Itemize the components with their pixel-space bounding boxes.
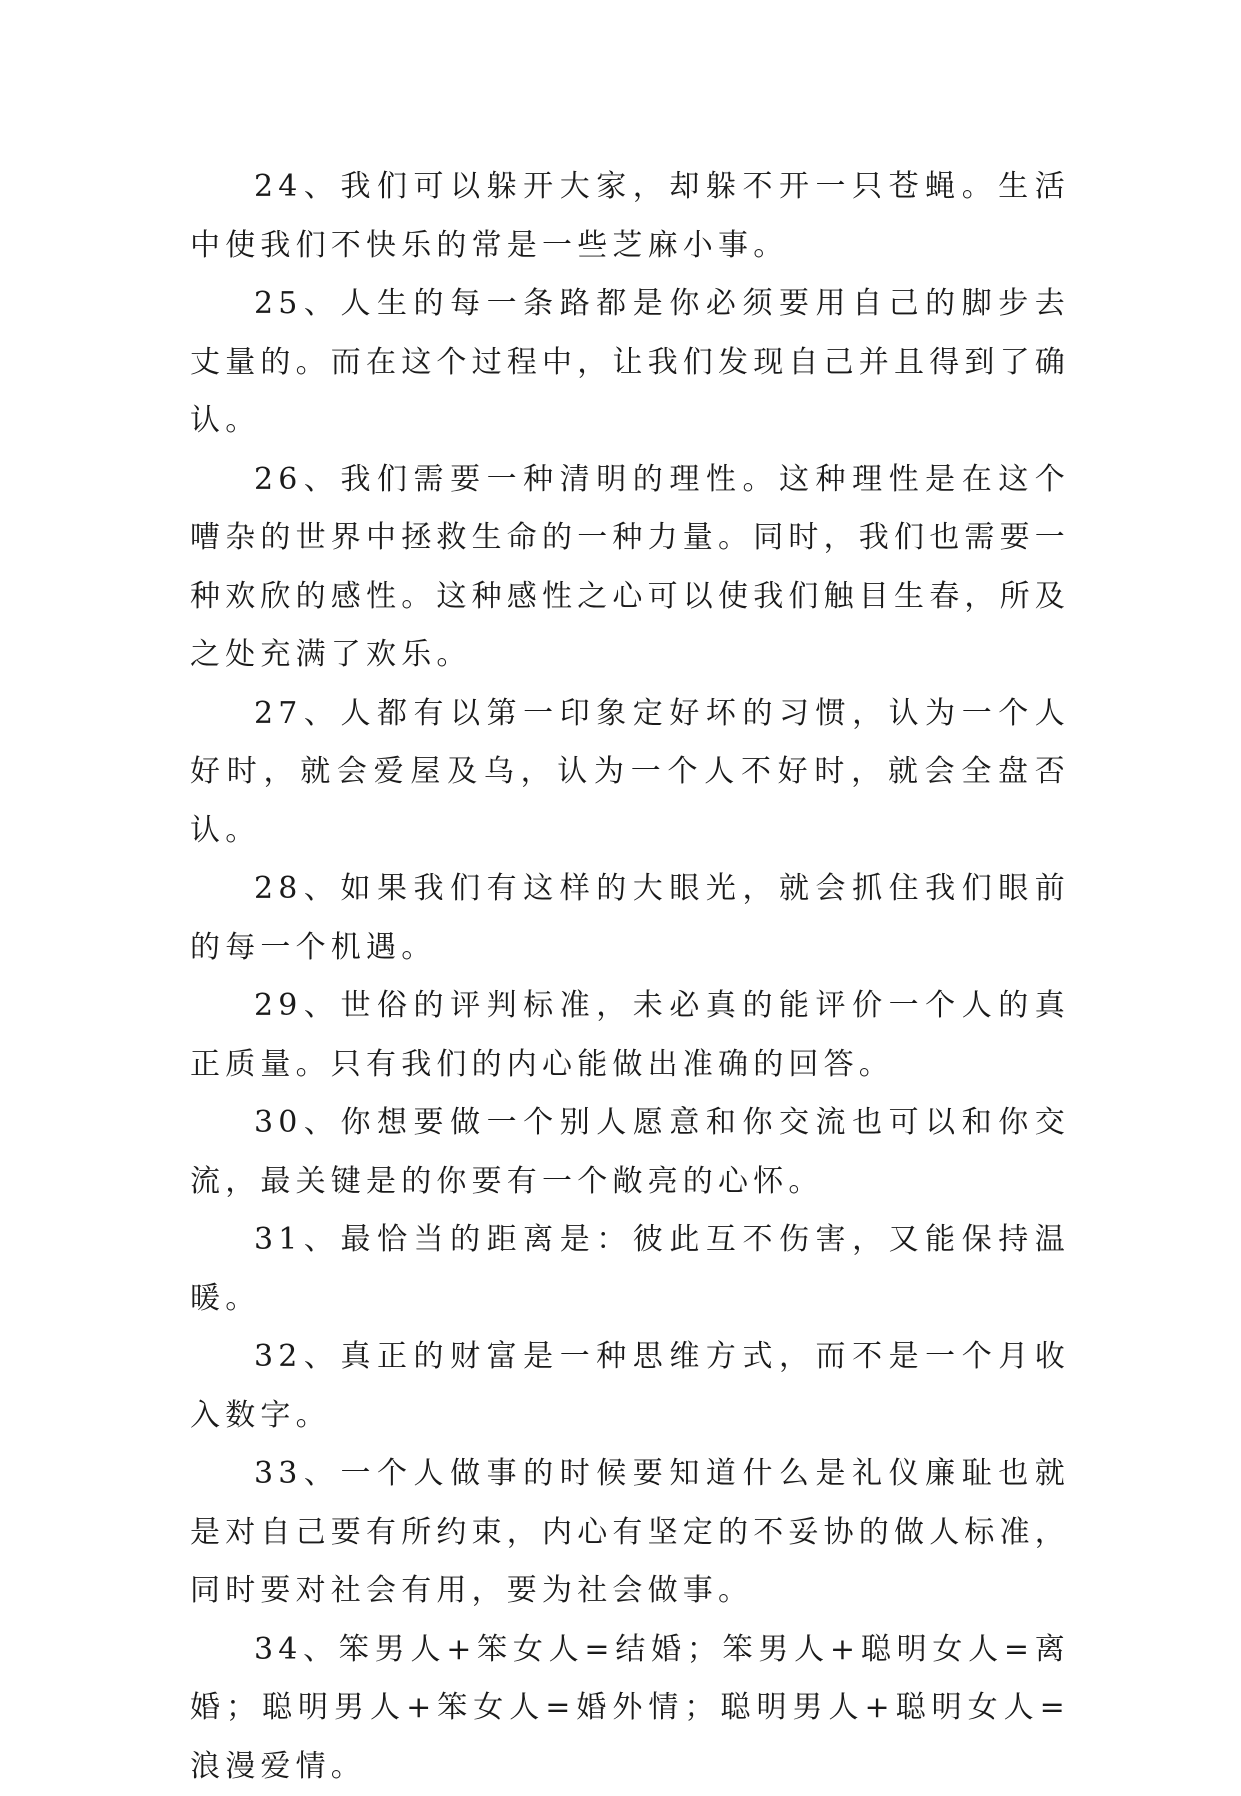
paragraph-32: 32、真正的财富是一种思维方式，而不是一个月收入数字。: [190, 1328, 1070, 1445]
paragraph-33: 33、一个人做事的时候要知道什么是礼仪廉耻也就是对自己要有所约束，内心有坚定的不妥协的做人标准，同时要对社会有用，要为社会做事。: [190, 1445, 1070, 1621]
paragraph-31: 31、最恰当的距离是：彼此互不伤害，又能保持温暖。: [190, 1211, 1070, 1328]
paragraph-30: 30、你想要做一个别人愿意和你交流也可以和你交流，最关键是的你要有一个敞亮的心怀。: [190, 1094, 1070, 1211]
paragraph-27: 27、人都有以第一印象定好坏的习惯，认为一个人好时，就会爱屋及乌，认为一个人不好时，就会全盘否认。: [190, 685, 1070, 861]
paragraph-34: 34、笨男人+笨女人=结婚；笨男人+聪明女人=离婚；聪明男人+笨女人=婚外情；聪明男人+聪明女人=浪漫爱情。: [190, 1621, 1070, 1796]
paragraph-24: 24、我们可以躲开大家，却躲不开一只苍蝇。生活中使我们不快乐的常是一些芝麻小事。: [190, 158, 1070, 275]
paragraph-29: 29、世俗的评判标准，未必真的能评价一个人的真正质量。只有我们的内心能做出准确的回答。: [190, 977, 1070, 1094]
document-body: [190, 158, 1070, 1796]
paragraph-25: 25、人生的每一条路都是你必须要用自己的脚步去丈量的。而在这个过程中，让我们发现自己并且得到了确认。: [190, 275, 1070, 451]
paragraph-26: 26、我们需要一种清明的理性。这种理性是在这个嘈杂的世界中拯救生命的一种力量。同时，我们也需要一种欢欣的感性。这种感性之心可以使我们触目生春，所及之处充满了欢乐。: [190, 451, 1070, 685]
paragraph-28: 28、如果我们有这样的大眼光，就会抓住我们眼前的每一个机遇。: [190, 860, 1070, 977]
